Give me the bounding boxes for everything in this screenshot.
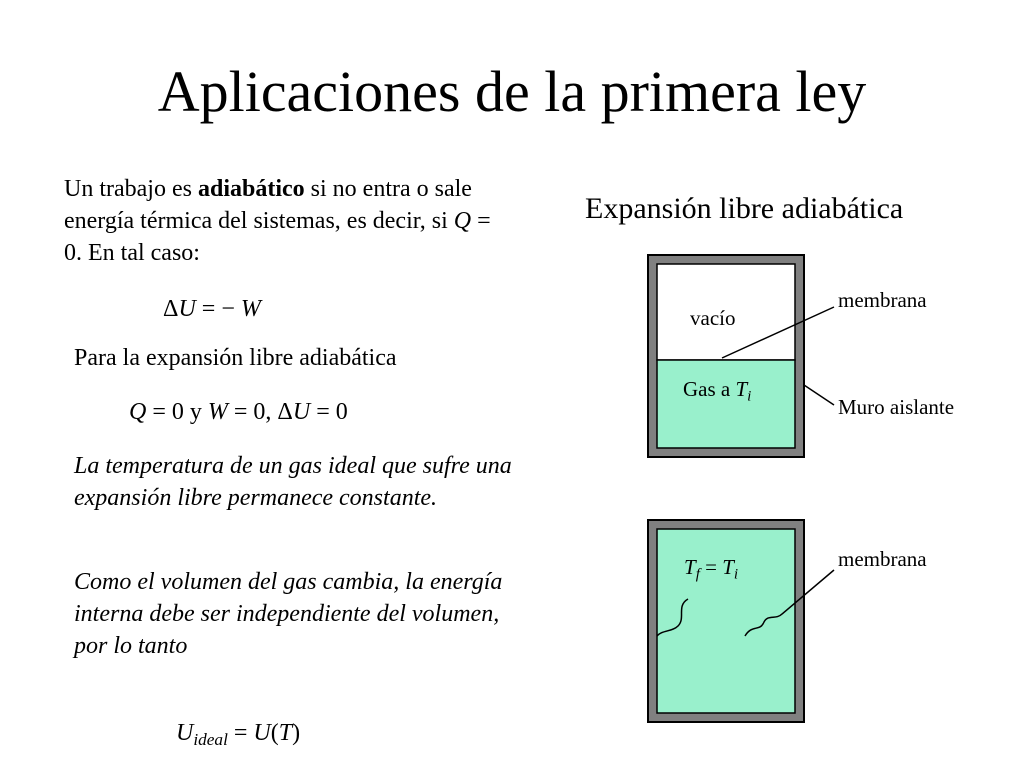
temperature-paragraph: La temperatura de un gas ideal que sufre una expansión libre permanece constante.: [74, 453, 512, 511]
gas-label-sub: i: [747, 388, 752, 405]
eq3-close: ): [292, 720, 301, 746]
ti-t: T: [722, 555, 734, 579]
tf-t: T: [684, 555, 696, 579]
eq3-t: T: [278, 720, 293, 746]
eq1-delta: Δ: [163, 296, 179, 322]
wall-pointer-line: [804, 385, 834, 405]
eq2-c: = 0: [310, 399, 348, 425]
eq1-u: U: [178, 296, 196, 322]
wall-label: Muro aislante: [838, 395, 955, 419]
eq3-eq: =: [227, 720, 254, 746]
free-expansion-heading: Para la expansión libre adiabática: [74, 345, 397, 371]
top-container-gas: [657, 360, 795, 448]
gas-label-text: Gas a: [683, 377, 736, 401]
eq2-q: Q: [129, 399, 147, 425]
intro-q: Q: [453, 208, 472, 234]
membrane-label-bottom: membrana: [838, 547, 927, 571]
eq1-op: = −: [195, 296, 241, 322]
eq2-w: W: [207, 399, 228, 425]
eq3-u: U: [176, 720, 194, 746]
eq3-sub: ideal: [193, 730, 228, 750]
tf-sub: f: [695, 566, 700, 583]
gas-label: [683, 377, 752, 405]
intro-bold: adiabático: [197, 176, 305, 202]
intro-pre: Un trabajo es: [64, 176, 198, 202]
eq1-w: W: [240, 296, 261, 322]
eq2-a: = 0 y: [146, 399, 208, 425]
eq3-open: (: [270, 720, 279, 746]
intro-mid: si no entra o sale energía térmica del sistemas, es decir, si: [64, 176, 472, 234]
ti-sub: i: [733, 566, 739, 583]
gas-label-t: T: [735, 377, 748, 401]
page-title: Aplicaciones de la primera ley: [157, 59, 867, 124]
volume-paragraph: Como el volumen del gas cambia, la energía interna debe ser independiente del volumen, por lo tanto: [74, 569, 503, 659]
tf-eq: =: [699, 555, 723, 579]
eq2-u: U: [292, 399, 311, 425]
vacuum-label: vacío: [690, 306, 736, 330]
final-temperature-label: [684, 555, 739, 583]
eq3-u2: U: [253, 720, 271, 746]
membrane-label-top: membrana: [838, 288, 927, 312]
diagram-title: Expansión libre adiabática: [585, 192, 904, 225]
intro-post: = 0. En tal caso:: [64, 208, 491, 266]
eq2-b: = 0, Δ: [227, 399, 293, 425]
